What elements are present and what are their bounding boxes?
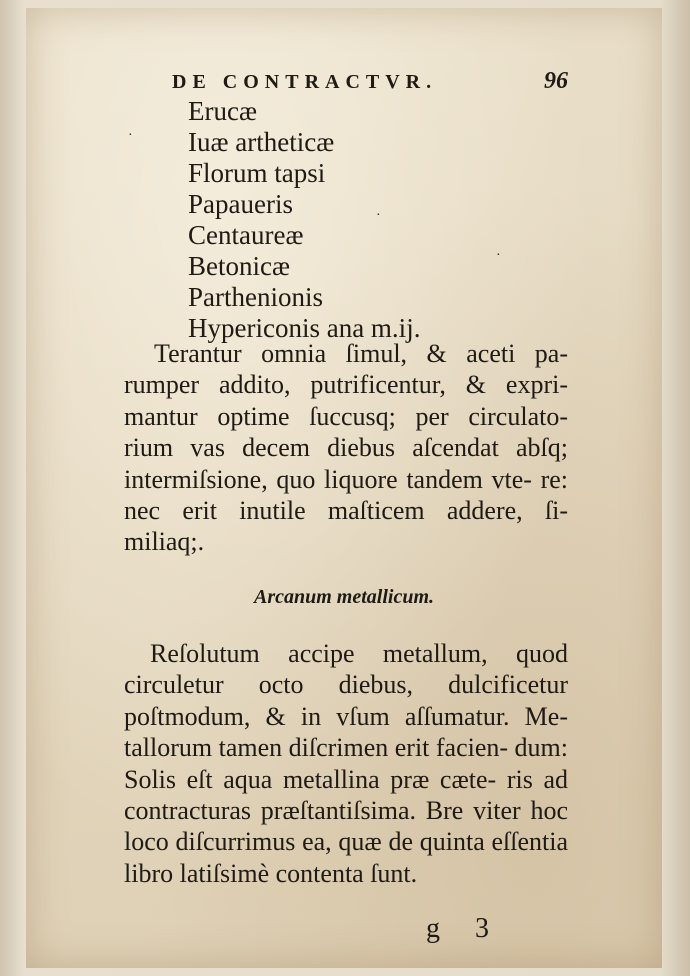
section-heading: Arcanum metallicum. bbox=[253, 586, 435, 608]
book-page bbox=[26, 8, 662, 968]
ingredient-item: Papaueris bbox=[188, 189, 293, 219]
ingredient-list bbox=[188, 96, 420, 344]
running-title: DE CONTRACTVR. bbox=[172, 71, 438, 93]
page-number: 96 bbox=[544, 68, 568, 94]
ink-speck: · bbox=[128, 128, 133, 143]
ink-speck: · bbox=[496, 248, 501, 263]
ingredient-item: Iuæ artheticæ bbox=[188, 127, 335, 157]
arcanum-paragraph: Reſolutum accipe metallum, quod circuletur octo diebus, dulcificetur poſtmodum, & in vſum aſſumatur. Me- tallorum tamen diſcrimen erit facien- dum: Solis eſt aqua metallina præ cæte- ris ad contracturas præſtantiſsima. Bre viter hoc loco diſcurrimus ea, quæ de quinta eſſentia libro latiſsimè contenta ſunt. bbox=[124, 639, 569, 888]
ingredient-item: Hypericonis ana m.ij. bbox=[188, 313, 421, 343]
ingredient-item: Erucæ bbox=[188, 96, 257, 126]
signature-mark: g 3 bbox=[426, 913, 503, 944]
ink-speck: · bbox=[376, 208, 381, 223]
ingredient-item: Parthenionis bbox=[188, 282, 323, 312]
ingredient-item: Betonicæ bbox=[188, 251, 290, 281]
recipe-paragraph: Terantur omnia ſimul, & aceti pa- rumper addito, putrificentur, & expri- mantur optime ſuccusq; per circulato- rium vas decem diebus aſcendat abſq; intermiſsione, quo liquore tandem vte- re: nec erit inutile maſticem addere, ſi- miliaq;. bbox=[124, 339, 568, 557]
ingredient-item: Florum tapsi bbox=[188, 158, 326, 188]
ingredient-item: Centaureæ bbox=[188, 220, 304, 250]
